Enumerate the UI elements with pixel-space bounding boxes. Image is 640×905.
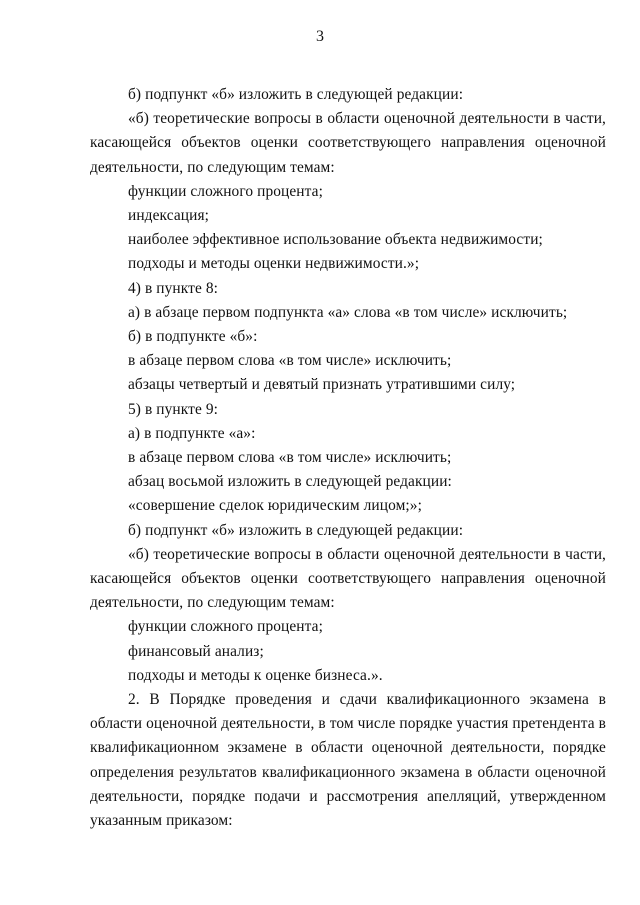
paragraph-11: абзацы четвертый и девятый признать утратившими силу; [128,376,516,394]
paragraph-19: функции сложного процента; [128,618,323,636]
paragraph-13: а) в подпункте «а»: [128,424,256,442]
page-number: 3 [316,28,324,45]
paragraph-21: подходы и методы к оценке бизнеса.». [128,666,383,684]
paragraph-7: 4) в пункте 8: [128,279,219,297]
paragraph-8: а) в абзаце первом подпункта «а» слова «в том числе» исключить; [128,303,568,321]
paragraph-4: индексация; [128,207,210,225]
paragraph-20: финансовый анализ; [128,642,264,660]
paragraph-2: «б) теоретические вопросы в области оценочной деятельности в части, касающейся объектов оценки соответствующего направления оценочной деятельности, по следующим темам: [90,110,606,176]
document-body [90,83,606,833]
paragraph-3: функции сложного процента; [128,182,323,200]
paragraph-5: наиболее эффективное использование объекта недвижимости; [128,231,543,249]
paragraph-17: б) подпункт «б» изложить в следующей редакции: [128,521,464,539]
paragraph-12: 5) в пункте 9: [128,400,219,418]
paragraph-6: подходы и методы оценки недвижимости.»; [128,255,420,273]
paragraph-1: б) подпункт «б» изложить в следующей редакции: [128,86,464,103]
paragraph-15: абзац восьмой изложить в следующей редакции: [128,473,452,491]
paragraph-10: в абзаце первом слова «в том числе» исключить; [128,352,452,370]
paragraph-16: «совершение сделок юридическим лицом;»; [128,497,422,515]
paragraph-14: в абзаце первом слова «в том числе» исключить; [128,449,452,467]
paragraph-18: «б) теоретические вопросы в области оценочной деятельности в части, касающейся объектов оценки соответствующего направления оценочной деятельности, по следующим темам: [90,545,606,612]
paragraph-9: б) в подпункте «б»: [128,328,258,346]
paragraph-22: 2. В Порядке проведения и сдачи квалификационного экзамена в области оценочной деятельности, в том числе порядке участия претендента в квалификационном экзамене в области оценочной деятельности, порядке определения результатов квалификационного экзамена в области оценочной деятельности, порядке подачи и рассмотрения апелляций, утвержденном указанным приказом: [90,691,606,830]
